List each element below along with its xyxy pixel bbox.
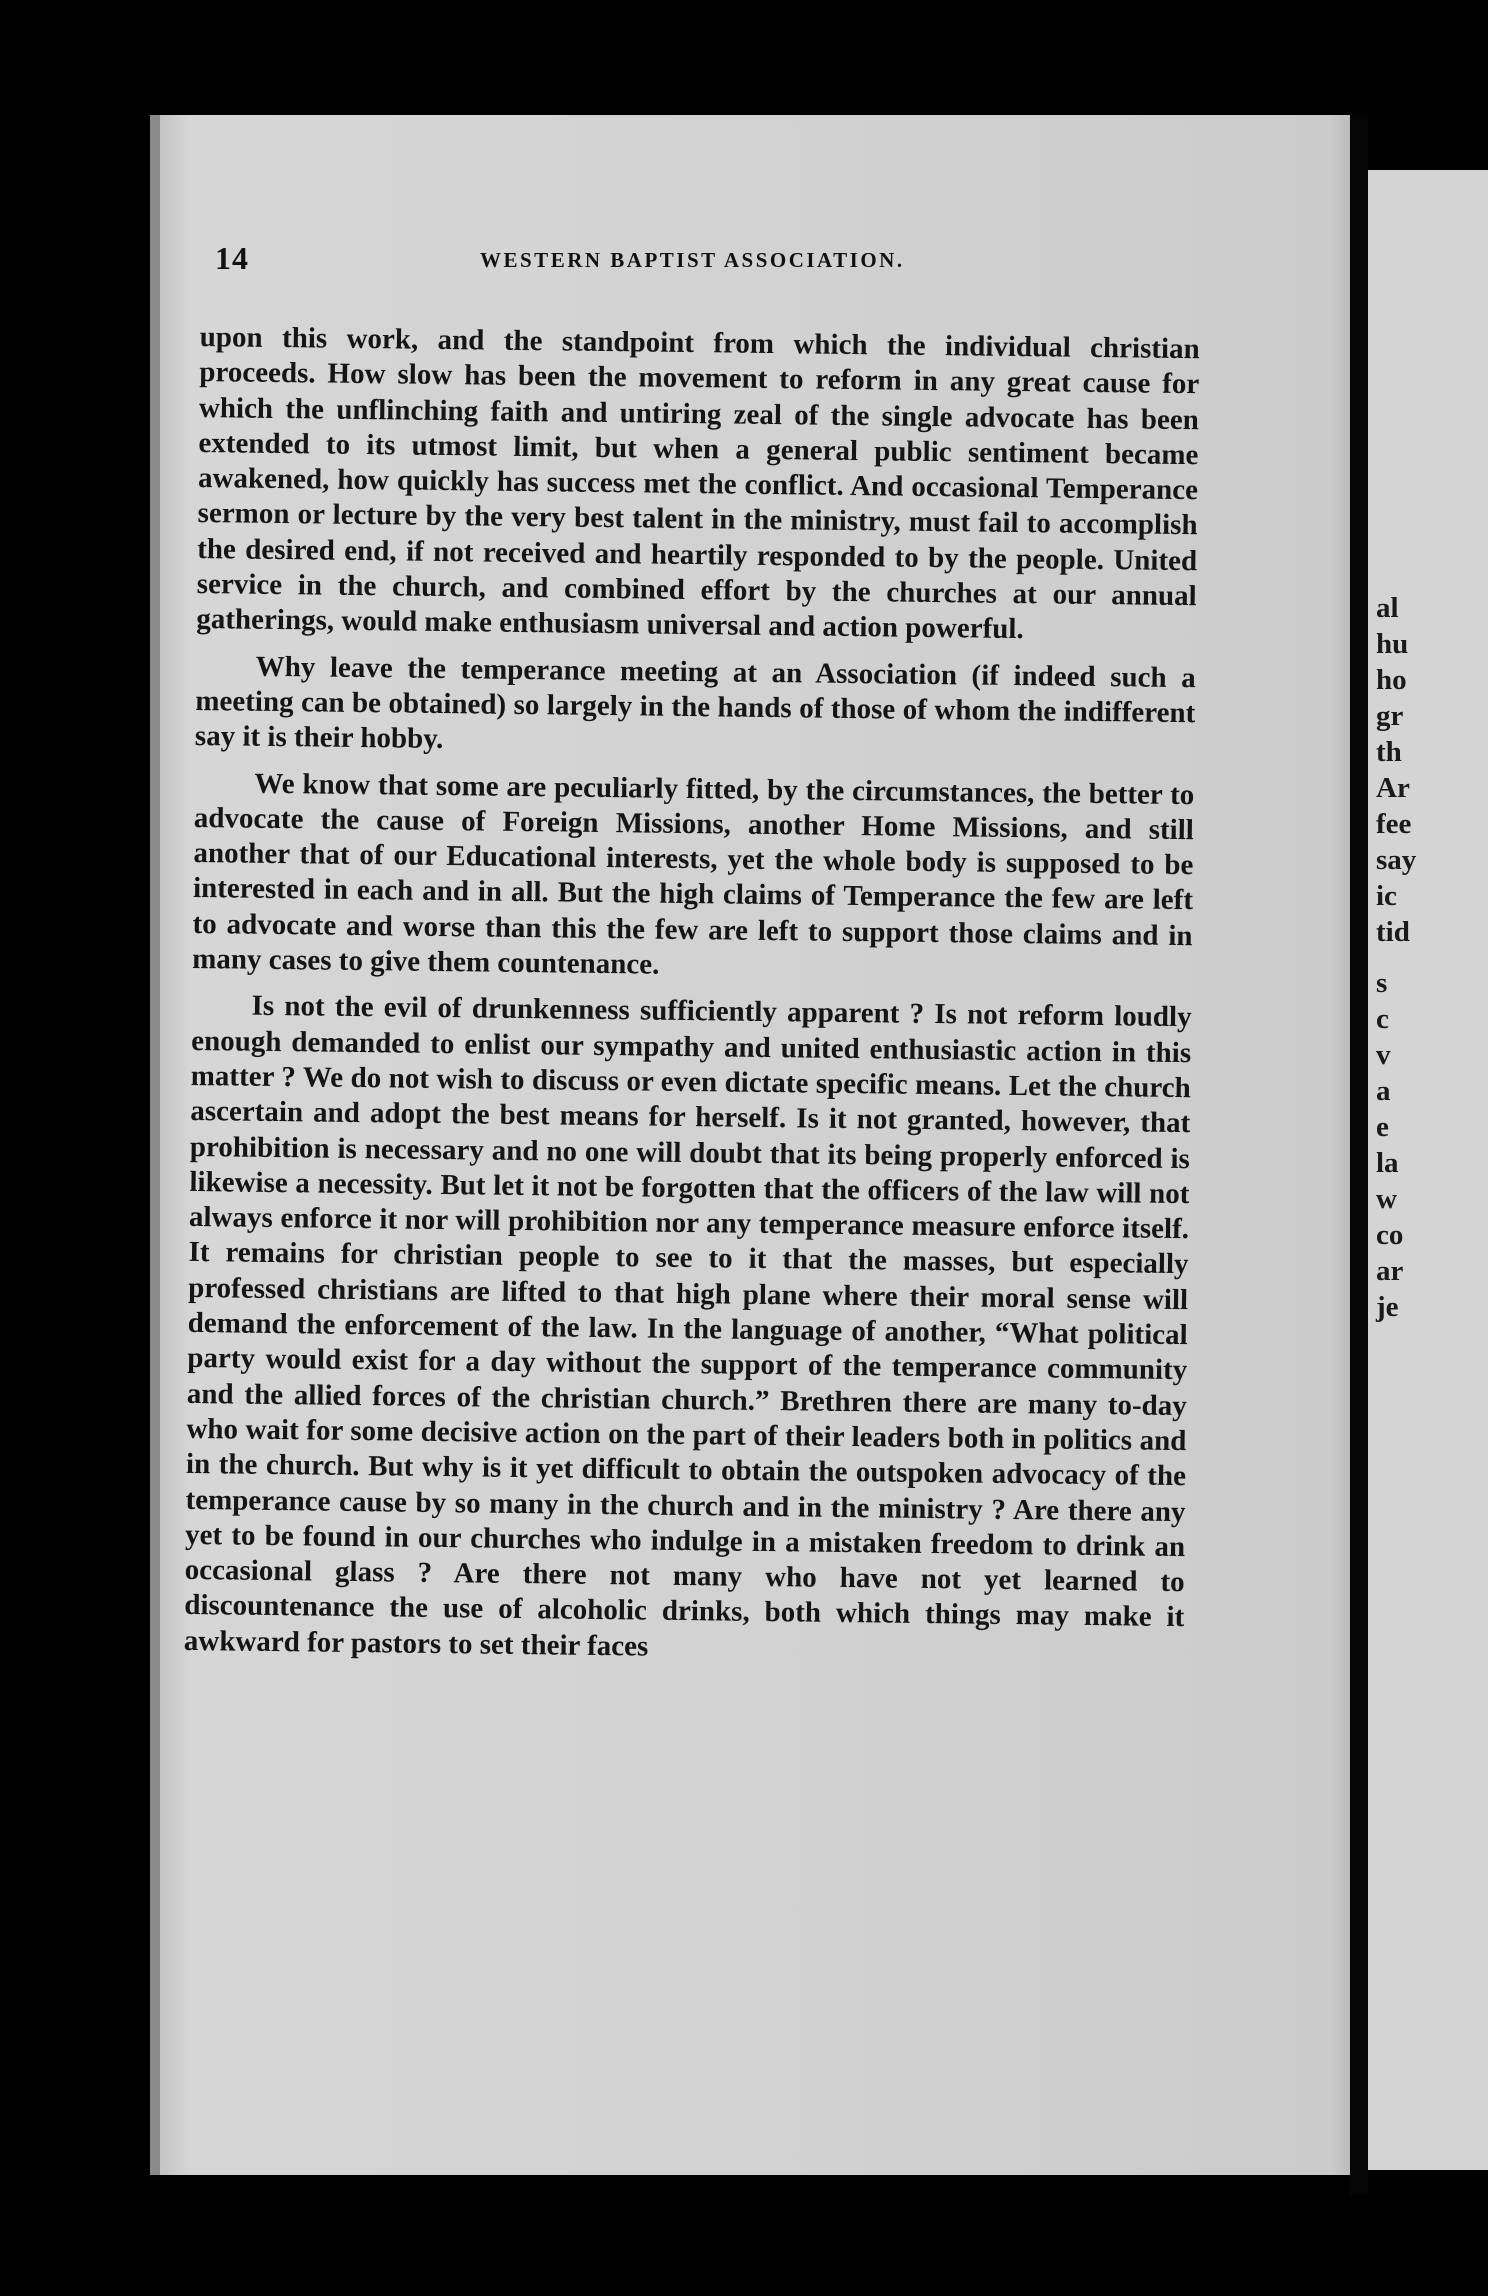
facing-page-fragment: gr bbox=[1376, 700, 1404, 732]
facing-page-fragment: th bbox=[1376, 736, 1402, 768]
paragraph-3: We know that some are peculiarly fitted, by the circumstances, the better to advocate the cause of Foreign Missions, another Home Missions, and still another that of our Educational interests, yet the whole body is supposed to be interested in each and in all. But the high claims of Temperance the few are left to advocate and worse than this the few are left to support those claims and in many cases to give them countenance. bbox=[191, 767, 1195, 981]
facing-page-fragment: a bbox=[1376, 1075, 1391, 1107]
facing-page-fragment: ho bbox=[1376, 664, 1407, 696]
facing-page-fragment: al bbox=[1376, 592, 1399, 624]
body-text bbox=[184, 320, 1200, 1682]
page-edge-shadow bbox=[150, 115, 160, 2175]
paragraph-1: upon this work, and the standpoint from which the individual christian proceeds. How slow has been the movement to reform in any great cause for which the unflinching faith and untiring zeal of the single advocate has been extended to its utmost limit, but when a general public sentiment became awakened, how quickly has success met the conflict. And occasional Temperance sermon or lecture by the very best talent in the ministry, must fail to accomplish the desired end, if not received and heartily responded to by the people. United service in the church, and combined effort by the churches at our annual gatherings, would make enthusiasm universal and action powerful. bbox=[196, 320, 1200, 646]
facing-page-fragment: co bbox=[1376, 1219, 1404, 1251]
facing-page-fragment: w bbox=[1376, 1183, 1397, 1215]
facing-page-fragment: v bbox=[1376, 1039, 1391, 1071]
facing-page-fragment: tid bbox=[1376, 916, 1410, 948]
facing-page-fragment: la bbox=[1376, 1147, 1399, 1179]
paragraph-4: Is not the evil of drunkenness sufficiently apparent ? Is not reform loudly enough demanded to enlist our sympathy and united enthusiastic action in this matter ? We do not wish to discuss or even dictate specific means. Let the church ascertain and adopt the best means for herself. Is it not granted, however, that prohibition is necessary and no one will doubt that its being properly enforced is likewise a necessity. But let it not be forgotten that the officers of the law will not always enforce it nor will prohibition nor any temperance measure enforce itself. It remains for christian people to see to it that the masses, but especially professed christians are lifted to that high plane where their moral sense will demand the enforcement of the law. In the language of another, “What political party would exist for a day without the support of the temperance community and the allied forces of the christian church.” Brethren there are many to-day who wait for some decisive action on the part of their leaders both in politics and in the church. But why is it yet difficult to obtain the outspoken advocacy of the temperance cause by so many in the church and in the ministry ? Are there any yet to be found in our churches who indulge in a mistaken freedom to drink an occasional glass ? Are there not many who have not yet learned to discountenance the use of alcoholic drinks, both which things may make it awkward for pastors to set their faces bbox=[183, 990, 1192, 1663]
facing-page-fragment: je bbox=[1376, 1291, 1399, 1323]
page-number: 14 bbox=[215, 240, 249, 276]
facing-page-fragment: hu bbox=[1376, 628, 1409, 660]
facing-page-fragment: fee bbox=[1376, 808, 1412, 840]
paragraph-2: Why leave the temperance meeting at an Association (if indeed such a meeting can be obtained) so largely in the hands of those of whom the indifferent say it is their hobby. bbox=[194, 650, 1196, 756]
facing-page-fragment: ic bbox=[1376, 880, 1397, 912]
book-gutter bbox=[1350, 115, 1368, 2195]
facing-page-fragment: c bbox=[1376, 1003, 1389, 1035]
facing-page-edge bbox=[1368, 170, 1488, 2170]
facing-page-fragment: Ar bbox=[1376, 772, 1410, 804]
page-header bbox=[215, 240, 1215, 288]
running-head: WESTERN BAPTIST ASSOCIATION. bbox=[480, 248, 905, 272]
facing-page-fragment: e bbox=[1376, 1111, 1389, 1143]
facing-page-fragment: say bbox=[1376, 844, 1417, 876]
facing-page-fragment: s bbox=[1376, 967, 1388, 999]
facing-page-fragment: ar bbox=[1376, 1255, 1404, 1287]
